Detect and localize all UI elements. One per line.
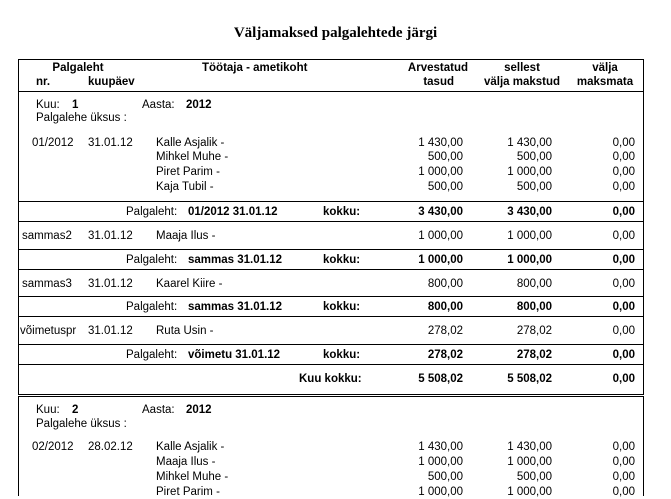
- kuu-kokku-makstud: 5 508,02: [507, 373, 552, 385]
- month2-top-border: [18, 396, 644, 397]
- maksmata-value: 0,00: [612, 456, 635, 468]
- kuu-label: Kuu:: [36, 99, 60, 111]
- header-tasud: tasud: [423, 76, 454, 88]
- header-bottom-border: [18, 91, 644, 92]
- header-valja: välja: [592, 62, 618, 74]
- arvestatud-value: 1 000,00: [418, 230, 463, 242]
- employee-name: Mihkel Muhe -: [156, 471, 229, 483]
- subtotal-label: Palgaleht:: [126, 349, 178, 361]
- palgaleht-date: 31.01.12: [88, 278, 133, 290]
- palgaleht-nr: sammas3: [22, 278, 72, 290]
- yksus-label: Palgalehe üksus :: [36, 418, 127, 430]
- aasta-label: Aasta:: [142, 404, 175, 416]
- subtotal-divider: [18, 269, 644, 270]
- subtotal-id: 01/2012 31.01.12: [188, 206, 278, 218]
- subtotal-kokku: kokku:: [323, 206, 361, 218]
- subtotal-id: sammas 31.01.12: [188, 301, 282, 313]
- subtotal-arvestatud: 800,00: [427, 301, 463, 313]
- subtotal-label: Palgaleht:: [126, 301, 178, 313]
- subtotal-maksmata: 0,00: [612, 206, 635, 218]
- subtotal-arvestatud: 278,02: [427, 349, 463, 361]
- makstud-value: 1 000,00: [507, 486, 552, 498]
- maksmata-value: 0,00: [612, 166, 635, 178]
- yksus-label: Palgalehe üksus :: [36, 112, 127, 124]
- arvestatud-value: 1 430,00: [418, 137, 463, 149]
- subtotal-id: sammas 31.01.12: [188, 254, 282, 266]
- makstud-value: 278,02: [516, 325, 552, 337]
- palgaleht-nr: 02/2012: [32, 441, 74, 453]
- aasta-label: Aasta:: [142, 99, 175, 111]
- subtotal-arvestatud: 3 430,00: [418, 206, 463, 218]
- subtotal-kokku: kokku:: [323, 254, 361, 266]
- header-palgaleht: Palgaleht: [52, 62, 104, 74]
- makstud-value: 1 430,00: [507, 441, 552, 453]
- arvestatud-value: 1 000,00: [418, 456, 463, 468]
- kuu-kokku-arvestatud: 5 508,02: [418, 373, 463, 385]
- arvestatud-value: 1 430,00: [418, 441, 463, 453]
- month2-left-border: [18, 396, 19, 496]
- employee-name: Maaja Ilus -: [156, 230, 216, 242]
- arvestatud-value: 1 000,00: [418, 486, 463, 498]
- aasta-value: 2012: [186, 99, 212, 111]
- employee-name: Kaja Tubil -: [156, 181, 214, 193]
- subtotal-arvestatud: 1 000,00: [418, 254, 463, 266]
- month2-right-border: [643, 396, 644, 496]
- employee-name: Maaja Ilus -: [156, 456, 216, 468]
- month1-bottom-border: [18, 394, 644, 395]
- maksmata-value: 0,00: [612, 230, 635, 242]
- maksmata-value: 0,00: [612, 471, 635, 483]
- header-arvestatud: Arvestatud: [407, 62, 468, 74]
- employee-name: Kaarel Kiire -: [156, 278, 223, 290]
- subtotal-label: Palgaleht:: [126, 206, 178, 218]
- palgaleht-date: 28.02.12: [88, 441, 133, 453]
- kuu-kokku-maksmata: 0,00: [612, 373, 635, 385]
- makstud-value: 1 000,00: [507, 230, 552, 242]
- palgaleht-date: 31.01.12: [88, 325, 133, 337]
- arvestatud-value: 500,00: [427, 181, 463, 193]
- makstud-value: 1 430,00: [507, 137, 552, 149]
- employee-name: Mihkel Muhe -: [156, 151, 229, 163]
- subtotal-divider: [18, 249, 644, 250]
- header-sellest: sellest: [504, 62, 540, 74]
- kuu-value: 1: [72, 99, 79, 111]
- report-title: Väljamaksed palgalehtede järgi: [233, 25, 438, 41]
- subtotal-id: võimetu 31.01.12: [188, 349, 281, 361]
- palgaleht-date: 31.01.12: [88, 137, 133, 149]
- makstud-value: 800,00: [516, 278, 552, 290]
- maksmata-value: 0,00: [612, 181, 635, 193]
- makstud-value: 1 000,00: [507, 456, 552, 468]
- employee-name: Piret Parim -: [156, 166, 220, 178]
- arvestatud-value: 1 000,00: [418, 166, 463, 178]
- employee-name: Kalle Asjalik -: [156, 441, 225, 453]
- kuu-kokku-label: Kuu kokku:: [299, 373, 362, 385]
- employee-name: Piret Parim -: [156, 486, 220, 498]
- header-kuupaev: kuupäev: [88, 76, 135, 88]
- aasta-value: 2012: [186, 404, 212, 416]
- arvestatud-value: 800,00: [427, 278, 463, 290]
- maksmata-value: 0,00: [612, 441, 635, 453]
- kuu-value: 2: [72, 404, 79, 416]
- subtotal-kokku: kokku:: [323, 301, 361, 313]
- makstud-value: 500,00: [516, 181, 552, 193]
- palgaleht-nr: sammas2: [22, 230, 72, 242]
- subtotal-makstud: 800,00: [516, 301, 552, 313]
- arvestatud-value: 278,02: [427, 325, 463, 337]
- subtotal-divider: [18, 364, 644, 365]
- makstud-value: 1 000,00: [507, 166, 552, 178]
- header-maksmata: maksmata: [576, 76, 634, 88]
- maksmata-value: 0,00: [612, 486, 635, 498]
- kuu-label: Kuu:: [36, 404, 60, 416]
- subtotal-divider: [18, 201, 644, 202]
- subtotal-divider: [18, 316, 644, 317]
- table-top-border: [18, 59, 644, 60]
- subtotal-kokku: kokku:: [323, 349, 361, 361]
- maksmata-value: 0,00: [612, 278, 635, 290]
- arvestatud-value: 500,00: [427, 151, 463, 163]
- subtotal-maksmata: 0,00: [612, 254, 635, 266]
- employee-name: Ruta Usin -: [156, 325, 214, 337]
- subtotal-makstud: 1 000,00: [507, 254, 552, 266]
- makstud-value: 500,00: [516, 151, 552, 163]
- maksmata-value: 0,00: [612, 325, 635, 337]
- employee-name: Kalle Asjalik -: [156, 137, 225, 149]
- makstud-value: 500,00: [516, 471, 552, 483]
- subtotal-makstud: 3 430,00: [507, 206, 552, 218]
- subtotal-label: Palgaleht:: [126, 254, 178, 266]
- subtotal-divider: [18, 344, 644, 345]
- header-nr: nr.: [36, 76, 51, 88]
- subtotal-maksmata: 0,00: [612, 301, 635, 313]
- subtotal-divider: [18, 296, 644, 297]
- header-valja-makstud: välja makstud: [483, 76, 561, 88]
- subtotal-divider: [18, 221, 644, 222]
- header-tootaja: Töötaja - ametikoht: [202, 62, 308, 74]
- subtotal-makstud: 278,02: [516, 349, 552, 361]
- arvestatud-value: 500,00: [427, 471, 463, 483]
- palgaleht-nr: 01/2012: [32, 137, 74, 149]
- palgaleht-nr: võimetuspr: [20, 325, 77, 337]
- maksmata-value: 0,00: [612, 137, 635, 149]
- subtotal-maksmata: 0,00: [612, 349, 635, 361]
- maksmata-value: 0,00: [612, 151, 635, 163]
- palgaleht-date: 31.01.12: [88, 230, 133, 242]
